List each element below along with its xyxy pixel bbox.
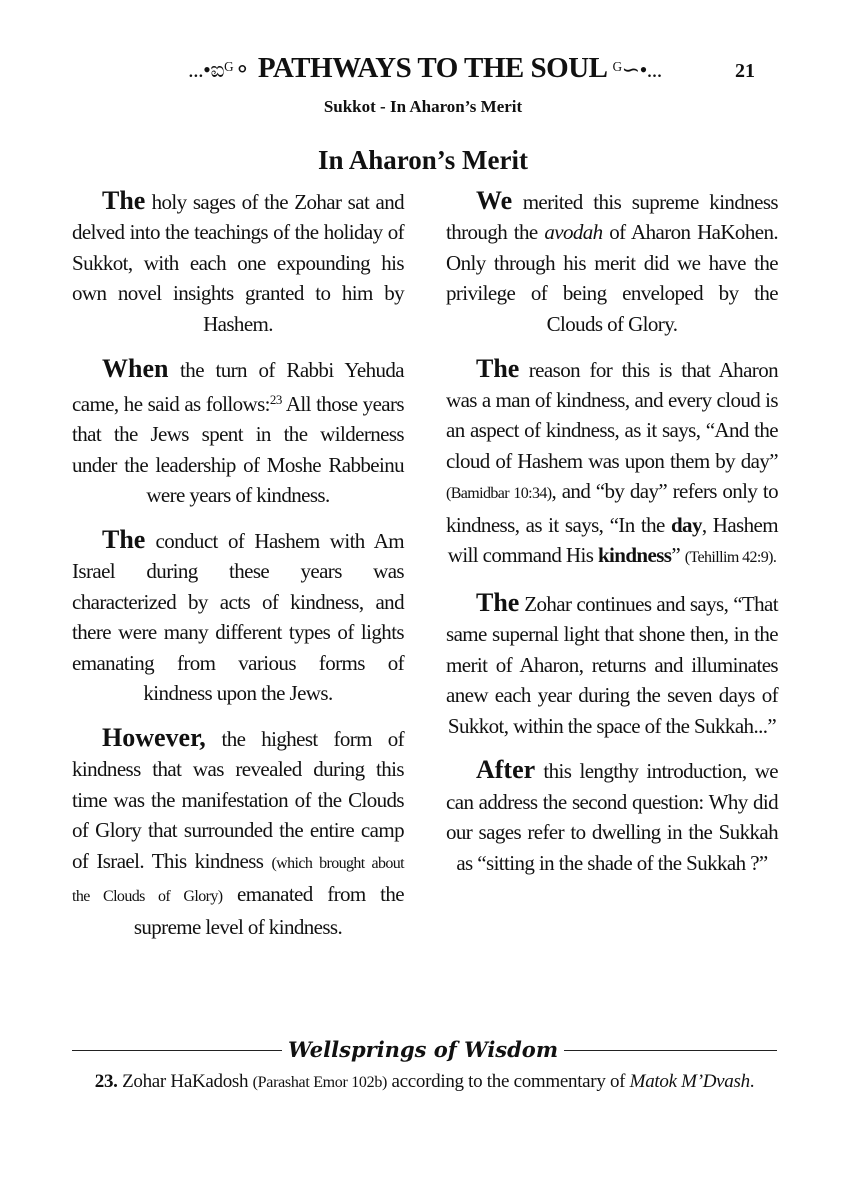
paragraph-lead-word: When	[102, 353, 169, 383]
text-run: , Hashem will command His	[447, 512, 778, 567]
page-number: 21	[735, 60, 755, 82]
paragraph	[72, 354, 404, 511]
text-run: (which brought about the Clouds of Glory)	[72, 854, 404, 906]
paragraph	[446, 588, 778, 741]
text-run: Zohar continues and says, “That same supernal light that shone then, in the merit of Aharon, returns and illuminates anew each year during the seven days of Sukkot, within the space of the Sukkah...”	[446, 591, 778, 738]
ornament-left-icon: ...•ಐᴳ⚬	[188, 57, 252, 82]
text-run: All those years that the Jews spent in the wilderness under the leadership of Moshe Rabbeinu were years of kindness.	[72, 391, 404, 508]
paragraph-lead-word: The	[476, 587, 520, 617]
text-run: (Tehillim 42:9).	[684, 548, 777, 566]
text-run: holy sages of the Zohar sat and delved into the teachings of the holiday of Sukkot, with each one expounding his own novel insights granted to him by Hashem.	[72, 190, 404, 336]
footnote	[72, 1070, 777, 1095]
paragraph	[446, 186, 778, 339]
text-run: , and “by day” refers only to kindness, as it says, “In the	[446, 479, 778, 537]
book-title	[130, 52, 720, 85]
paragraph-lead-word: After	[476, 755, 536, 785]
left-column	[72, 186, 404, 957]
text-run: kindness	[597, 542, 672, 567]
text-run: conduct of Hashem with Am Israel during these years was characterized by acts of kindness, and there were many different types of lights emanating from various forms of kindness upon the Jews.	[72, 529, 404, 706]
text-run: the turn of Rabbi Yehuda came, he said as follows:	[72, 357, 404, 416]
text-run: avodah	[544, 220, 603, 245]
paragraph	[72, 525, 404, 708]
text-run: merited this supreme kindness through the	[446, 190, 778, 245]
text-run: reason for this is that Aharon was a man of kindness, and every cloud is an aspect of kindness, as it says, “And the cloud of Hashem was upon them by day”	[446, 357, 778, 473]
text-run: this lengthy introduction, we can address the second question: Why did our sages refer to dwelling in the Sukkah as “sitting in the shade of the Sukkah ?”	[446, 759, 778, 875]
text-run: day	[670, 512, 702, 537]
article-title: In Aharon’s Merit	[317, 145, 528, 175]
text-run: according to the commentary of	[387, 1071, 630, 1092]
chapter-subtitle: Sukkot - In Aharon’s Merit	[323, 97, 523, 116]
paragraph	[72, 186, 404, 339]
paragraph	[72, 723, 404, 943]
right-column	[446, 186, 778, 893]
text-run: of Aharon HaKohen. Only through his merit did we have the privilege of being enveloped by the Clouds of Glory.	[446, 220, 778, 336]
text-run: (Bamidbar 10:34)	[446, 485, 552, 503]
paragraph-lead-word: However,	[102, 723, 206, 752]
text-run: Zohar HaKadosh	[117, 1071, 253, 1092]
paragraph	[446, 755, 778, 878]
text-run: the highest form of kindness that was revealed during this time was the manifestation of the Clouds of Glory that surrounded the entire camp of Israel. This kindness	[72, 727, 404, 873]
paragraph-lead-word: The	[102, 186, 146, 215]
text-run: (Parashat Emor 102b)	[252, 1074, 388, 1091]
paragraph	[446, 354, 778, 574]
text-run: ”	[671, 542, 685, 567]
text-run: Matok M’Dvash	[629, 1071, 750, 1092]
wellsprings-banner-text: Wellsprings of Wisdom	[282, 1037, 564, 1062]
wellsprings-banner	[0, 1037, 846, 1062]
text-run: .	[749, 1071, 755, 1092]
paragraph-lead-word: The	[476, 353, 520, 383]
paragraph-lead-word: We	[476, 186, 513, 215]
ornament-right-icon: ᴳ∽•...	[612, 57, 662, 82]
footnote-ref: 23	[269, 391, 282, 407]
paragraph-lead-word: The	[102, 525, 146, 555]
book-title-text: PATHWAYS TO THE SOUL	[257, 52, 606, 84]
text-run: 23.	[94, 1071, 118, 1092]
text-run: emanated from the supreme level of kindness.	[133, 882, 404, 940]
